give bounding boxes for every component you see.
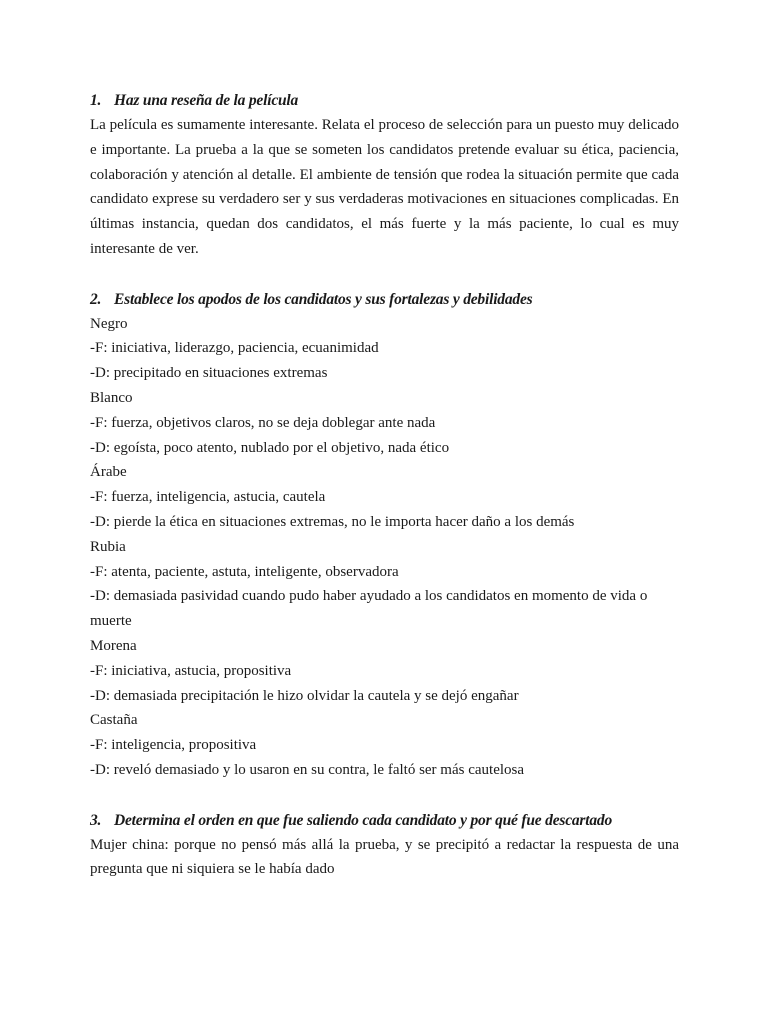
section-2-title: Establece los apodos de los candidatos y sus fortalezas y debilidades: [114, 290, 533, 308]
candidate-negro: [90, 312, 679, 386]
candidate-blanco: [90, 386, 679, 460]
candidate-name: Blanco: [90, 389, 133, 406]
candidate-strengths: -F: iniciativa, astucia, propositiva: [90, 662, 292, 679]
spacer: [90, 262, 679, 287]
candidate-strengths: -F: inteligencia, propositiva: [90, 737, 257, 754]
candidate-weaknesses: -D: demasiada pasividad cuando pudo haber ayudado a los candidatos en momento de vida o muerte: [90, 588, 648, 630]
candidate-weaknesses: -D: reveló demasiado y lo usaron en su contra, le faltó ser más cautelosa: [90, 761, 525, 778]
candidate-rubia: [90, 535, 679, 634]
candidate-name: Morena: [90, 637, 137, 654]
document-page: [90, 88, 679, 882]
candidate-weaknesses: -D: pierde la ética en situaciones extremas, no le importa hacer daño a los demás: [90, 513, 575, 530]
section-2-number: 2.: [90, 290, 102, 308]
section-2-heading: [90, 287, 679, 312]
candidate-strengths: -F: fuerza, inteligencia, astucia, cautela: [90, 489, 326, 506]
candidate-name: Rubia: [90, 538, 126, 555]
candidate-name: Castaña: [90, 712, 138, 729]
candidate-name: Negro: [90, 315, 128, 332]
candidate-morena: [90, 634, 679, 708]
spacer: [90, 783, 679, 808]
candidate-strengths: -F: iniciativa, liderazgo, paciencia, ecuanimidad: [90, 340, 379, 357]
candidate-weaknesses: -D: demasiada precipitación le hizo olvidar la cautela y se dejó engañar: [90, 687, 519, 704]
section-3-paragraph: Mujer china: porque no pensó más allá la prueba, y se precipitó a redactar la respuesta de una pregunta que ni siquiera se le había dado: [90, 836, 679, 878]
section-3-title: Determina el orden en que fue saliendo cada candidato y por qué fue descartado: [114, 811, 613, 829]
candidate-strengths: -F: fuerza, objetivos claros, no se deja doblegar ante nada: [90, 414, 436, 431]
candidate-weaknesses: -D: precipitado en situaciones extremas: [90, 365, 328, 382]
section-1-number: 1.: [90, 92, 102, 109]
section-3-heading: [90, 808, 679, 833]
section-3-number: 3.: [90, 811, 102, 829]
section-1-paragraph: La película es sumamente interesante. Relata el proceso de selección para un puesto muy delicado e importante. La prueba a la que se someten los candidatos pretende evaluar su ética, paciencia, colaboración y atención al detalle. El ambiente de tensión que rodea la situación permite que cada candidato exprese su verdadero ser y sus verdaderas motivaciones en situaciones complicadas. En últimas instancia, quedan dos candidatos, el más fuerte y la más paciente, lo cual es muy interesante de ver.: [90, 117, 679, 257]
section-1-title: Haz una reseña de la película: [114, 92, 299, 109]
candidate-strengths: -F: atenta, paciente, astuta, inteligente, observadora: [90, 563, 399, 580]
section-1-heading: [90, 88, 679, 113]
candidate-name: Árabe: [90, 464, 127, 481]
candidate-weaknesses: -D: egoísta, poco atento, nublado por el objetivo, nada ético: [90, 439, 450, 456]
candidate-castana: [90, 708, 679, 782]
candidate-arabe: [90, 460, 679, 534]
